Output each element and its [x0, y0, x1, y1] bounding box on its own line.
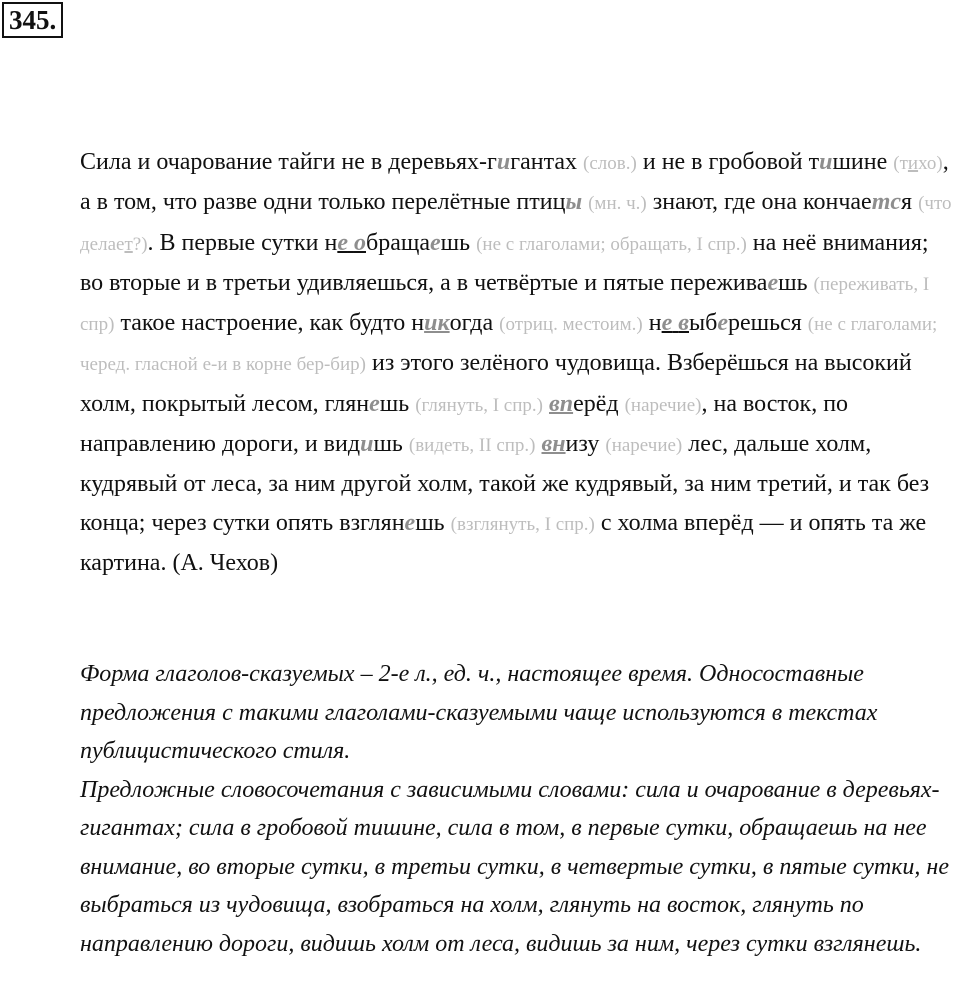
text-run: ерёд [573, 390, 625, 417]
text-run: , а в том, что разве одни только перелётные птиц [80, 149, 949, 216]
highlighted-letter: и [360, 431, 374, 458]
comment-paragraph-form: Форма глаголов-сказуемых – 2-е л., ед. ч., настоящее время. Односоставные предложения с такими глаголами-сказуемыми чаще используются в текстах публицистического стиля. [80, 661, 878, 764]
highlighted-letter: е [369, 390, 380, 417]
grammar-note [893, 153, 942, 174]
note-part: хо) [918, 153, 943, 174]
text-run: шь [379, 390, 416, 417]
note-part: (что делае [80, 193, 952, 255]
grammar-note: (не с глаголами; черед. гласной е-и в корне бер-бир) [80, 314, 938, 376]
underlined-group [337, 230, 366, 256]
grammar-note: (наречие) [624, 394, 702, 416]
text-run: браща [365, 229, 430, 256]
underlined-group [662, 310, 689, 336]
text-run: шине [832, 149, 894, 175]
comment-paragraph-phrases: Предложные словосочетания с зависимыми словами: сила и очарование в деревьях-гигантах; сила в гробовой тишине, сила в том, в первые сутки, обращаешь на нее внимание, во вторые сутки, в третьи сутки, в четвертые сутки, в пятые сутки, не выбраться из чудовища, взобраться на холм, глянуть на восток, глянуть по направлению дороги, видишь холм от леса, видишь за ним, через сутки взглянешь. [80, 776, 949, 957]
text-run: из этого зелёного чудовища. Взберёшься на высокий холм, покрытый лесом, глян [80, 350, 912, 417]
highlighted-letter: е [404, 509, 416, 536]
text-run: и не в гробовой т [636, 149, 820, 175]
analysis-comment [8, 655, 953, 963]
text-run: знают, где она кончае [646, 189, 872, 216]
note-underlined-letter: т [124, 233, 133, 255]
text-run: Сила и очарование тайги не в деревьях-г [80, 149, 497, 175]
grammar-note: (взглянуть, I спр.) [450, 513, 595, 535]
text-run: с холма вперёд — и опять та же картина. (А. Чехов) [80, 509, 927, 576]
text-run: изу [565, 431, 606, 458]
text-run: ыб [689, 310, 718, 337]
grammar-note: (мн. ч.) [588, 193, 647, 215]
highlighted-letter: е [337, 229, 348, 256]
text-run: шь [778, 269, 814, 296]
note-part: (т [893, 153, 908, 174]
highlighted-letter: е [429, 229, 441, 256]
highlighted-letter: е [767, 269, 779, 296]
grammar-note: (слов.) [583, 153, 637, 174]
text-run: решься [728, 310, 808, 337]
text-run: . В первые сутки н [147, 229, 338, 256]
text-run: шь [415, 509, 451, 536]
text-run: лес, дальше холм, кудрявый от леса, за ним другой холм, такой же кудрявый, за ним третий, и так без конца; через сутки опять взглян [80, 431, 930, 536]
text-run: , на восток, по направлению дороги, и вид [80, 390, 849, 458]
highlighted-letter: о [353, 229, 366, 256]
highlighted-letter: тс [871, 189, 902, 216]
highlighted-letter: ик [424, 310, 450, 337]
highlighted-letter: е [717, 310, 728, 337]
highlighted-letter: е [661, 310, 673, 337]
exercise-number: 345. [2, 2, 63, 38]
grammar-note: (не с глаголами; обращать, I спр.) [476, 233, 747, 255]
highlighted-letter: ы [565, 189, 583, 216]
text-run: на неё внимания; во вторые и в третьи удивляешься, а в четвёртые и пятые пережива [80, 229, 929, 296]
grammar-note: (наречие) [605, 435, 683, 457]
grammar-note: (глянуть, I спр.) [415, 394, 543, 416]
text-paragraph [8, 143, 953, 582]
highlighted-letter: вп [549, 390, 574, 417]
exercise-text [8, 143, 953, 582]
highlighted-letter: и [496, 149, 511, 175]
grammar-note: (переживать, I спр) [80, 273, 930, 336]
text-run: гантах [510, 149, 584, 175]
text-run: шь [373, 431, 409, 458]
note-underlined-letter: и [907, 153, 919, 174]
text-run: я [901, 189, 919, 216]
highlighted-letter: в [678, 310, 689, 337]
text-run: огда [449, 310, 500, 337]
note-part: ?) [132, 233, 148, 255]
text-run: шь [440, 229, 477, 256]
grammar-note: (видеть, II спр.) [408, 435, 536, 457]
highlighted-letter: и [819, 149, 833, 175]
grammar-note: (отриц. местоим.) [499, 314, 643, 336]
text-run: такое настроение, как будто н [114, 310, 425, 337]
highlighted-letter: вн [541, 431, 566, 458]
text-run: н [642, 310, 662, 337]
